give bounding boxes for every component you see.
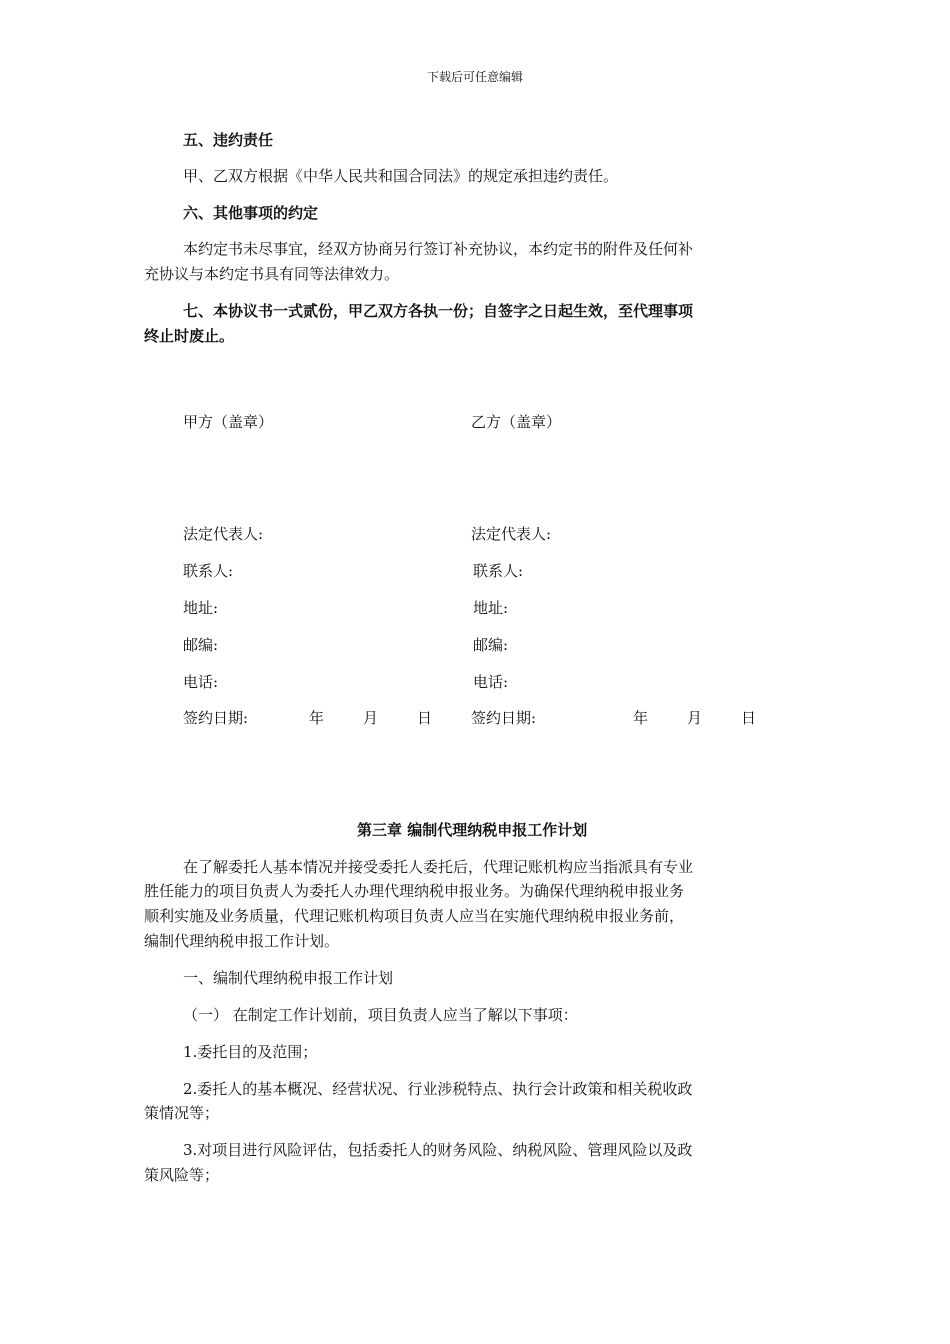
- chapter-para-1-line-2: 胜任能力的项目负责人为委托人办理代理纳税申报业务。为确保代理纳税申报业务: [144, 882, 685, 900]
- section-6-body-line-1: 本约定书未尽事宜，经双方协商另行签订补充协议，本约定书的附件及任何补: [183, 240, 694, 258]
- section-5-title: 五、违约责任: [183, 131, 274, 149]
- chapter-title: 第三章 编制代理纳税申报工作计划: [357, 821, 588, 839]
- party-a-seal: 甲方（盖章）: [183, 413, 274, 431]
- page-header: 下载后可任意编辑: [426, 70, 523, 84]
- party-b-year: 年: [633, 709, 649, 727]
- section-6-title: 六、其他事项的约定: [183, 204, 319, 222]
- party-a-address: 地址:: [183, 599, 219, 617]
- party-b-address: 地址:: [473, 599, 509, 617]
- party-a-phone: 电话:: [183, 673, 219, 691]
- party-b-postcode: 邮编:: [473, 636, 509, 654]
- chapter-para-1-line-1: 在了解委托人基本情况并接受委托人委托后，代理记账机构应当指派具有专业: [183, 858, 694, 876]
- section-6-body-line-2: 充协议与本约定书具有同等法律效力。: [144, 265, 400, 283]
- list-item-1: 1.委托目的及范围；: [183, 1043, 318, 1061]
- list-item-2-line-2: 策情况等；: [144, 1104, 220, 1122]
- party-b-month: 月: [687, 709, 703, 727]
- party-a-sign-date: 签约日期:: [183, 709, 249, 727]
- section-5-body: 甲、乙双方根据《中华人民共和国合同法》的规定承担违约责任。: [183, 167, 619, 185]
- party-b-representative: 法定代表人:: [471, 525, 552, 543]
- party-b-seal: 乙方（盖章）: [471, 413, 562, 431]
- list-item-2-line-1: 2.委托人的基本概况、经营状况、行业涉税特点、执行会计政策和相关税收政: [183, 1080, 693, 1098]
- chapter-para-1-line-4: 编制代理纳税申报工作计划。: [144, 932, 340, 950]
- party-a-contact: 联系人:: [183, 562, 234, 580]
- party-b-sign-date: 签约日期:: [471, 709, 537, 727]
- section-7-line-1: 七、本协议书一式贰份，甲乙双方各执一份；自签字之日起生效，至代理事项: [183, 302, 694, 320]
- chapter-subsection-1: （一） 在制定工作计划前，项目负责人应当了解以下事项：: [183, 1006, 578, 1024]
- chapter-section-1: 一、编制代理纳税申报工作计划: [183, 969, 394, 987]
- party-b-phone: 电话:: [473, 673, 509, 691]
- chapter-para-1-line-3: 顺利实施及业务质量，代理记账机构项目负责人应当在实施代理纳税申报业务前，: [144, 907, 685, 925]
- party-b-day: 日: [741, 709, 757, 727]
- party-a-year: 年: [309, 709, 325, 727]
- list-item-3-line-1: 3.对项目进行风险评估，包括委托人的财务风险、纳税风险、管理风险以及政: [183, 1141, 693, 1159]
- section-7-line-2: 终止时废止。: [144, 327, 235, 345]
- party-a-representative: 法定代表人:: [183, 525, 264, 543]
- list-item-3-line-2: 策风险等；: [144, 1166, 220, 1184]
- party-a-month: 月: [363, 709, 379, 727]
- party-a-postcode: 邮编:: [183, 636, 219, 654]
- party-a-day: 日: [417, 709, 433, 727]
- party-b-contact: 联系人:: [473, 562, 524, 580]
